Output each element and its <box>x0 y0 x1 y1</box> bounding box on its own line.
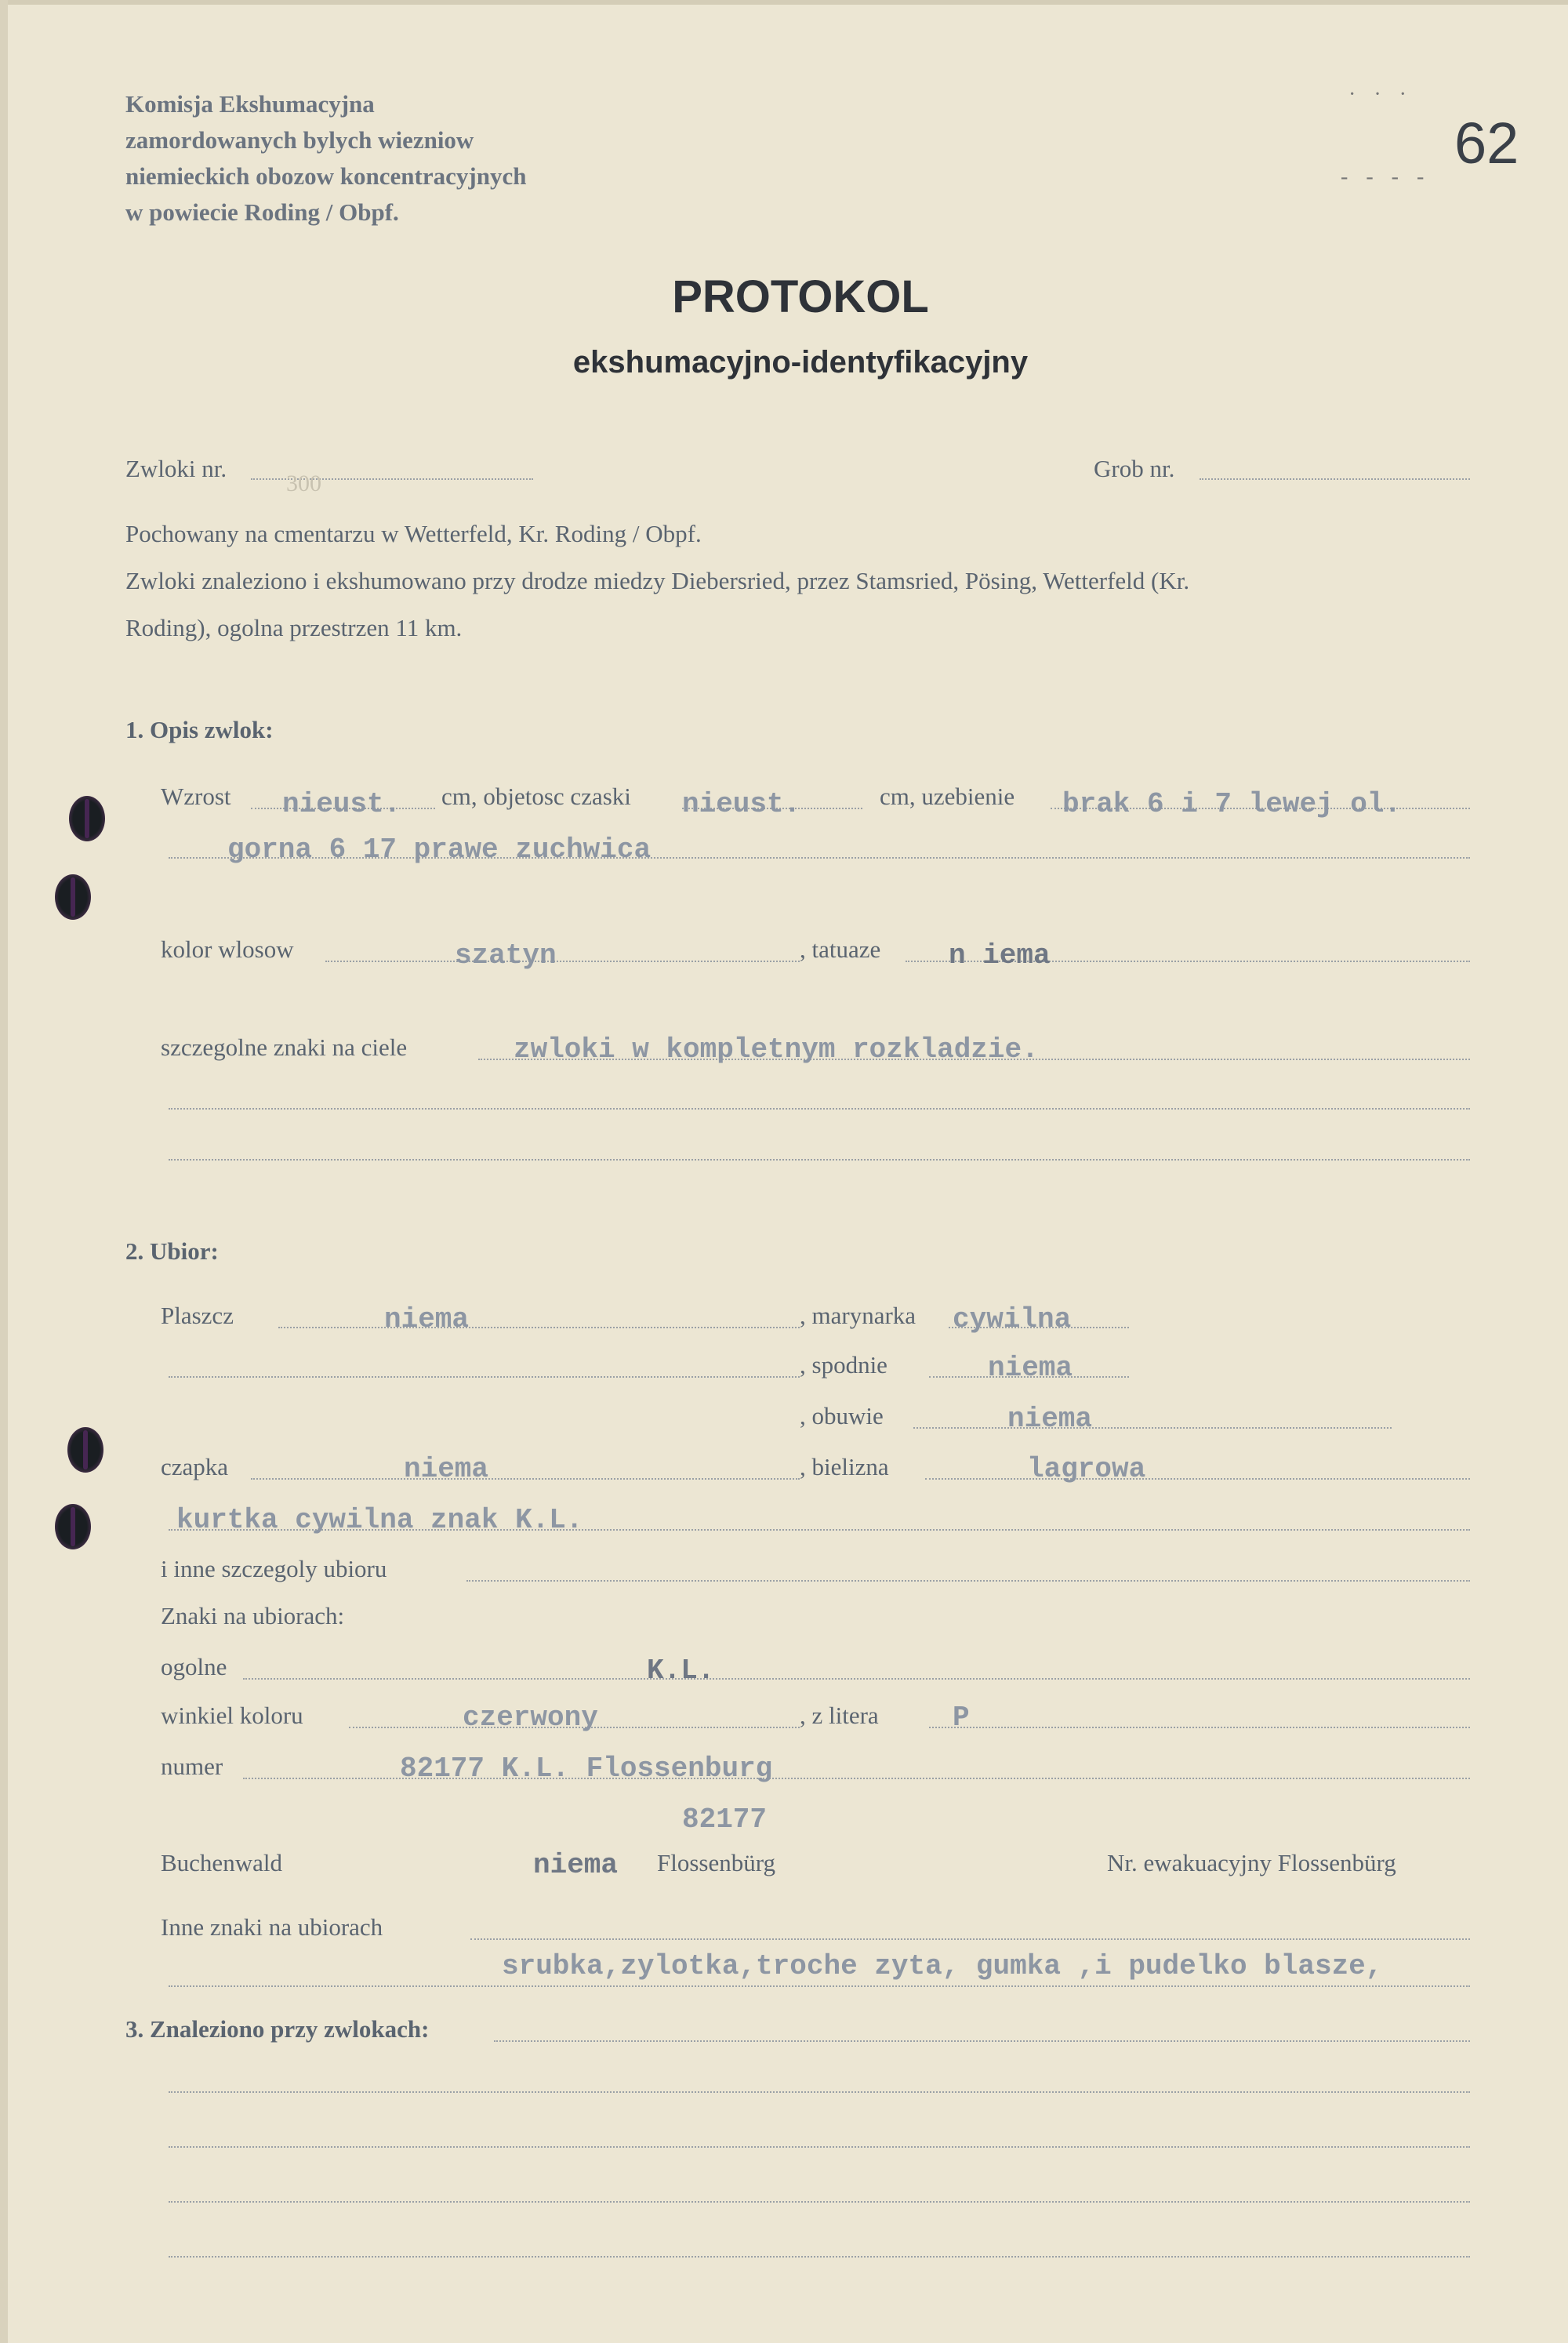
commission-header <box>125 86 526 231</box>
znaki-label: szczegolne znaki na ciele <box>161 1033 408 1061</box>
punch-hole-4 <box>55 1504 91 1549</box>
tatuaze-value: n iema <box>949 939 1051 972</box>
grob-dotline <box>1200 478 1470 480</box>
obuwie-value: niema <box>1007 1403 1093 1435</box>
punch-hole-3 <box>67 1427 103 1473</box>
zwloki-value: 300 <box>286 470 321 496</box>
numer-value: 82177 K.L. Flossenburg <box>400 1753 773 1785</box>
wlosy-dotline <box>325 961 800 962</box>
litera-value: P <box>953 1702 970 1734</box>
inne-znaki-dotline-2 <box>169 1985 1470 1987</box>
spodnie-label: , spodnie <box>800 1351 887 1379</box>
winkiel-value: czerwony <box>463 1702 598 1734</box>
page-number: 62 <box>1454 111 1519 176</box>
header-line-1: Komisja Ekshumacyjna <box>125 90 375 118</box>
page-top-edge <box>0 0 1568 5</box>
numer-value-2: 82177 <box>682 1804 768 1836</box>
spodnie-value: niema <box>988 1352 1073 1384</box>
document-subtitle: ekshumacyjno-identyfikacyjny <box>572 345 1029 380</box>
section-1-heading: 1. Opis zwlok: <box>125 716 274 743</box>
litera-dotline <box>929 1727 1470 1728</box>
header-line-3: niemieckich obozow koncentracyjnych <box>125 162 527 190</box>
grob-label: Grob nr. <box>1094 455 1175 482</box>
uzebienie-label: cm, uzebienie <box>880 783 1015 810</box>
bielizna-label: , bielizna <box>800 1453 889 1480</box>
ogolne-label: ogolne <box>161 1653 227 1680</box>
header-line-4: w powiecie Roding / Obpf. <box>125 198 399 226</box>
ogolne-dotline <box>243 1678 1470 1680</box>
burial-line-2: Zwloki znaleziono i ekshumowano przy drodze miedzy Diebersried, przez Stamsried, Pösing, Wetterfeld (Kr. <box>125 567 1190 594</box>
corner-dots-bottom: - - - - <box>1341 165 1431 189</box>
czapka-value: niema <box>404 1453 489 1485</box>
burial-line-3: Roding), ogolna przestrzen 11 km. <box>125 614 463 641</box>
tatuaze-label: , tatuaze <box>800 935 881 963</box>
wlosy-value: szatyn <box>455 939 557 972</box>
inne-szczegoly-label: i inne szczegoly ubioru <box>161 1555 387 1582</box>
plaszcz-label: Plaszcz <box>161 1302 234 1329</box>
section-3-dotline-5 <box>169 2256 1470 2258</box>
wlosy-label: kolor wlosow <box>161 935 294 963</box>
nr-ewakuacyjny-label: Nr. ewakuacyjny Flossenbürg <box>1107 1849 1396 1876</box>
wzrost-value: nieust. <box>282 788 401 820</box>
section-3-dotline <box>494 2040 1470 2042</box>
uzebienie-value: brak 6 i 7 lewej ol. <box>1062 788 1402 820</box>
inne-znaki-value: srubka,zylotka,troche zyta, gumka ,i pudelko blasze, <box>502 1950 1383 1982</box>
plaszcz-dotline <box>278 1327 800 1328</box>
buchenwald-value: niema <box>533 1849 619 1881</box>
buchenwald-label: Buchenwald <box>161 1849 282 1876</box>
inne-znaki-dotline <box>470 1938 1470 1940</box>
section-3-dotline-4 <box>169 2201 1470 2203</box>
flossenburg-label: Flossenbürg <box>657 1849 776 1876</box>
marynarka-label: , marynarka <box>800 1302 916 1329</box>
header-line-2: zamordowanych bylych wiezniow <box>125 126 474 154</box>
plaszcz-value: niema <box>384 1303 470 1335</box>
obuwie-label: , obuwie <box>800 1402 884 1429</box>
section-3-dotline-3 <box>169 2146 1470 2148</box>
marynarka-value: cywilna <box>953 1303 1072 1335</box>
wzrost-label: Wzrost <box>161 783 231 810</box>
czapka-dotline <box>251 1478 800 1480</box>
bielizna-dotline <box>925 1478 1470 1480</box>
document-title: PROTOKOL <box>672 271 929 322</box>
czaski-value: nieust. <box>682 788 801 820</box>
numer-label: numer <box>161 1753 223 1780</box>
burial-line-1: Pochowany na cmentarzu w Wetterfeld, Kr. Roding / Obpf. <box>125 520 702 547</box>
inne-znaki-label: Inne znaki na ubiorach <box>161 1913 383 1941</box>
ogolne-value: K.L. <box>647 1655 715 1687</box>
litera-label: , z litera <box>800 1702 879 1729</box>
czapka-label: czapka <box>161 1453 229 1480</box>
uzebienie-value-2: gorna 6 17 prawe zuchwica <box>227 834 652 866</box>
zwloki-label: Zwloki nr. <box>125 455 227 482</box>
inne-szczegoly-dotline <box>466 1580 1470 1582</box>
znaki-dotline-3 <box>169 1159 1470 1161</box>
section-2-heading: 2. Ubior: <box>125 1237 219 1265</box>
obuwie-dotline <box>913 1427 1392 1429</box>
corner-dots-top: · · · <box>1348 82 1413 107</box>
section-3-dotline-2 <box>169 2091 1470 2093</box>
winkiel-label: winkiel koloru <box>161 1702 303 1729</box>
znaki-dotline-2 <box>169 1108 1470 1110</box>
znaki-value: zwloki w kompletnym rozkladzie. <box>514 1033 1039 1066</box>
section-3-heading: 3. Znaleziono przy zwlokach: <box>125 2015 430 2043</box>
bielizna-value: lagrowa <box>1027 1453 1146 1485</box>
punch-hole-2 <box>55 874 91 920</box>
znaki-ubior-label: Znaki na ubiorach: <box>161 1602 345 1629</box>
objetosc-label: cm, objetosc czaski <box>441 783 631 810</box>
punch-hole-1 <box>69 796 105 841</box>
spodnie-left-dotline <box>169 1376 800 1378</box>
extra-clothing-value: kurtka cywilna znak K.L. <box>176 1504 583 1536</box>
